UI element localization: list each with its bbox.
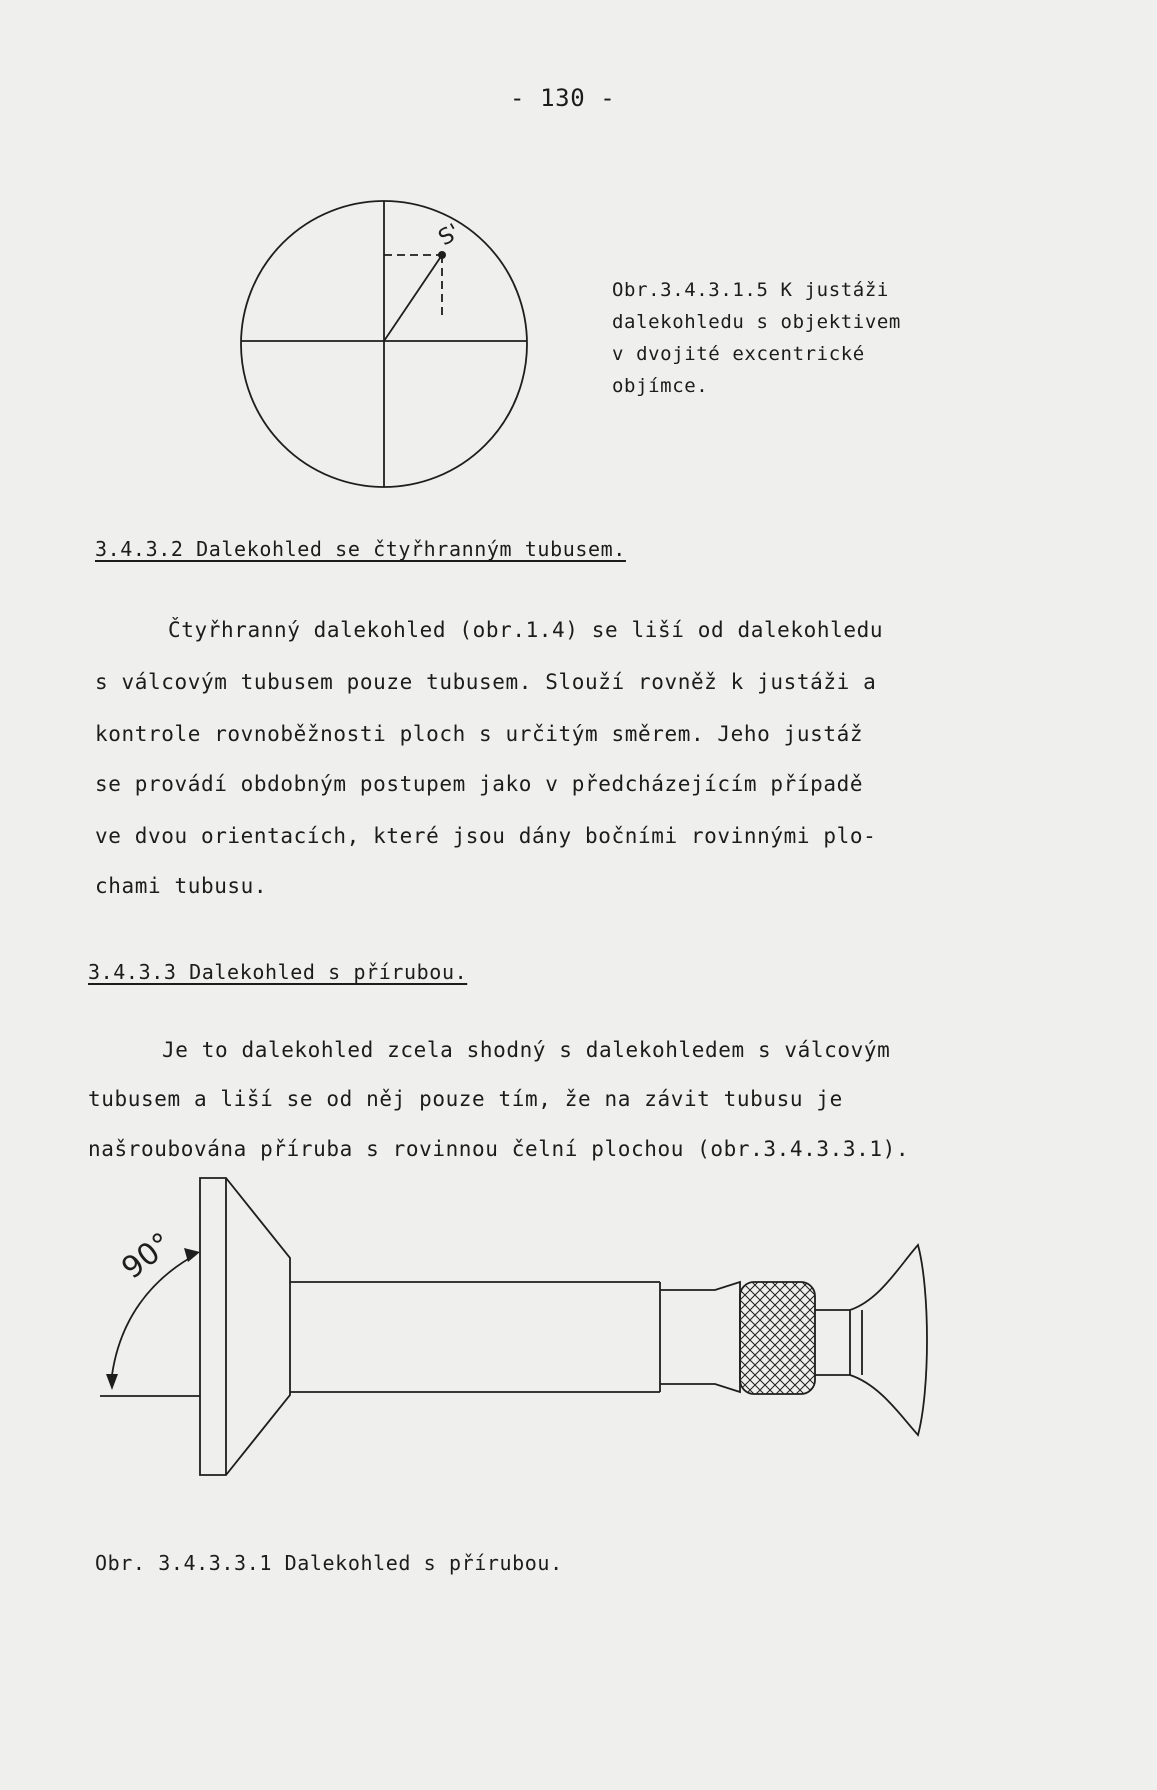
paragraph-line: ve dvou orientacích, které jsou dány bočními rovinnými plo- xyxy=(95,824,877,848)
paragraph-line: kontrole rovnoběžnosti ploch s určitým směrem. Jeho justáž xyxy=(95,722,864,746)
paragraph-line: našroubována příruba s rovinnou čelní plochou (obr.3.4.3.3.1). xyxy=(88,1137,910,1161)
caption-line: v dvojité excentrické xyxy=(612,343,865,365)
figure-circle-diagram xyxy=(232,198,532,498)
point-s-label: S' xyxy=(434,219,465,252)
paragraph-line: Je to dalekohled zcela shodný s dalekohledem s válcovým xyxy=(162,1038,891,1062)
flange xyxy=(200,1178,290,1475)
tube-collar xyxy=(660,1282,740,1392)
angle-label: 90° xyxy=(115,1225,179,1287)
paragraph-line: chami tubusu. xyxy=(95,874,268,898)
figure2-caption: Obr. 3.4.3.3.1 Dalekohled s přírubou. xyxy=(95,1551,563,1575)
paragraph-line: s válcovým tubusem pouze tubusem. Slouží rovněž k justáži a xyxy=(95,670,877,694)
section-heading: 3.4.3.2 Dalekohled se čtyřhranným tubusem. xyxy=(95,537,626,561)
page-number: - 130 - xyxy=(510,84,616,112)
caption-line: objímce. xyxy=(612,375,709,397)
paragraph-line: tubusem a liší se od něj pouze tím, že na závit tubusu je xyxy=(88,1087,843,1111)
caption-line: Obr.3.4.3.1.5 K justáži xyxy=(612,279,889,301)
arrow-head xyxy=(106,1374,118,1390)
section-heading: 3.4.3.3 Dalekohled s přírubou. xyxy=(88,960,468,984)
paragraph-line: se provádí obdobným postupem jako v předcházejícím případě xyxy=(95,772,864,796)
figure1-caption xyxy=(612,274,901,402)
point-s-marker xyxy=(438,251,446,259)
paragraph-line: Čtyřhranný dalekohled (obr.1.4) se liší od dalekohledu xyxy=(168,618,884,642)
eyepiece xyxy=(815,1245,927,1435)
caption-line: dalekohledu s objektivem xyxy=(612,311,901,333)
figure-telescope-diagram xyxy=(0,1170,1157,1790)
radius-line xyxy=(384,255,442,341)
knurled-ring xyxy=(740,1282,815,1394)
